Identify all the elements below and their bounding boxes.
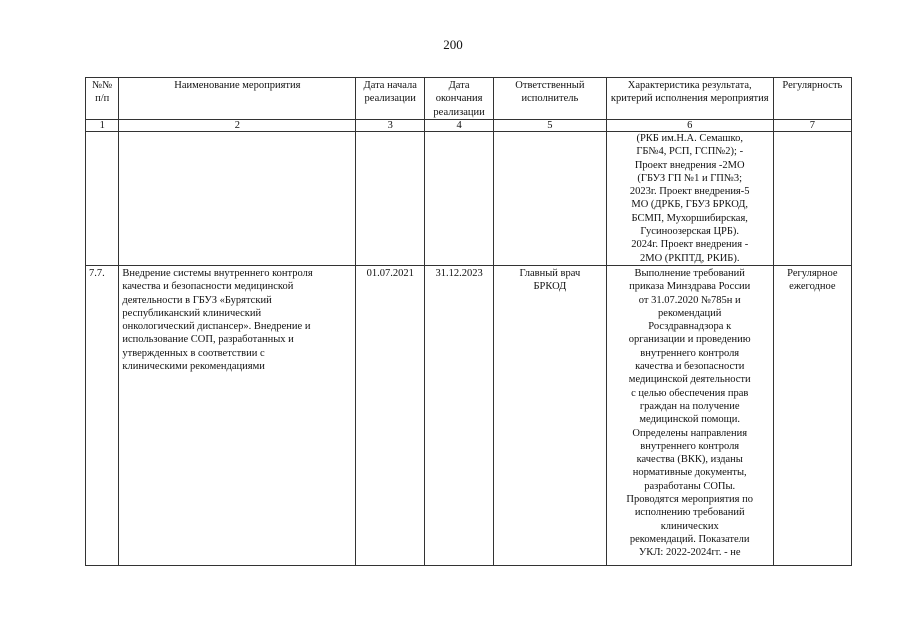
header-result: Характеристика результата, критерий исполнения мероприятия [606,78,773,120]
result-line: УКЛ: 2022-2024гг. - не [638,547,741,559]
table-row-7-7 [86,265,852,565]
column-number: 1 [86,120,119,132]
event-name-line: онкологический диспансер». Внедрение и [122,321,311,333]
cell-empty [773,132,851,266]
event-name-line: клиническими рекомендациями [122,361,265,373]
cell-empty [356,132,425,266]
result-line: исполнению требований [634,507,745,519]
result-line: качества (ВКК), изданы [636,454,743,466]
responsible-line: Главный врач [519,267,581,279]
header-responsible: Ответственный исполнитель [494,78,607,120]
result-line: Проект внедрения -2МО [634,159,745,171]
result-line: рекомендаций [658,307,722,319]
table-header-row [86,78,852,120]
result-line: организации и проведению [628,334,751,346]
result-line: Определены направления [632,427,748,439]
responsible-cell [494,265,607,565]
events-table [85,77,852,566]
cell-empty [119,132,356,266]
header-end-date: Дата окончания реализации [425,78,494,120]
header-regularity: Регулярность [773,78,851,120]
column-number: 2 [119,120,356,132]
result-line: клинических [660,520,719,532]
result-line: 2024г. Проект внедрения - [631,239,749,251]
result-line: качества и безопасности [635,361,745,373]
result-line: медицинской деятельности [628,374,751,386]
header-event-name: Наименование мероприятия [119,78,356,120]
page-number: 200 [443,37,463,52]
responsible-line: БРКОД [533,281,567,293]
result-line: с целью обеспечения прав [631,387,749,399]
result-line: нормативные документы, [632,467,747,479]
column-number: 6 [606,120,773,132]
cell-empty [86,132,119,266]
result-line: внутреннего контроля [640,347,740,359]
start-date: 01.07.2021 [356,265,425,565]
result-line: граждан на получение [639,400,740,412]
row-number: 7.7. [86,265,119,565]
result-line: внутреннего контроля [640,440,740,452]
cell-empty [425,132,494,266]
event-name-line: качества и безопасности медицинской [122,281,294,293]
event-name-line: утвержденных в соответствии с [122,347,265,359]
regularity-line: Регулярное [787,267,838,279]
column-number: 3 [356,120,425,132]
cell-empty [494,132,607,266]
header-number: №№ п/п [86,78,119,120]
result-line: от 31.07.2020 №785н и [638,294,741,306]
result-line: ГБ№4, РСП, ГСП№2); - [636,146,744,158]
result-line: 2МО (РКПТД, РКИБ). [639,252,740,264]
end-date: 31.12.2023 [425,265,494,565]
result-line: приказа Минздрава России [629,281,751,293]
result-line: БСМП, Мухоршибирская, [631,212,748,224]
result-line: разработаны СОПы. [644,480,736,492]
result-line: рекомендаций. Показатели [629,533,750,545]
result-cell [606,132,773,266]
header-start-date: Дата начала реализации [356,78,425,120]
result-line: МО (ДРКБ, ГБУЗ БРКОД, [631,199,749,211]
result-line: Гусиноозерская ЦРБ). [640,226,740,238]
event-name-line: деятельности в ГБУЗ «Бурятский [122,294,272,306]
result-line: 2023г. Проект внедрения-5 [629,186,750,198]
column-number: 4 [425,120,494,132]
column-number: 7 [773,120,851,132]
column-number: 5 [494,120,607,132]
result-line: (РКБ им.Н.А. Семашко, [636,133,743,144]
table-row-continuation [86,132,852,266]
column-number-row [86,120,852,132]
result-line: медицинской помощи. [639,414,741,426]
event-name-line: республиканский клинический [122,307,262,319]
event-name-cell [119,265,356,565]
result-line: Выполнение требований [634,267,745,279]
result-cell [606,265,773,565]
regularity-cell [773,265,851,565]
result-line: Проводятся мероприятия по [626,494,753,506]
result-line: Росздравнадзора к [648,321,732,333]
result-line: (ГБУЗ ГП №1 и ГП№3; [637,172,743,184]
event-name-line: использование СОП, разработанных и [122,334,294,346]
regularity-line: ежегодное [789,281,836,293]
event-name-line: Внедрение системы внутреннего контроля [122,267,313,279]
